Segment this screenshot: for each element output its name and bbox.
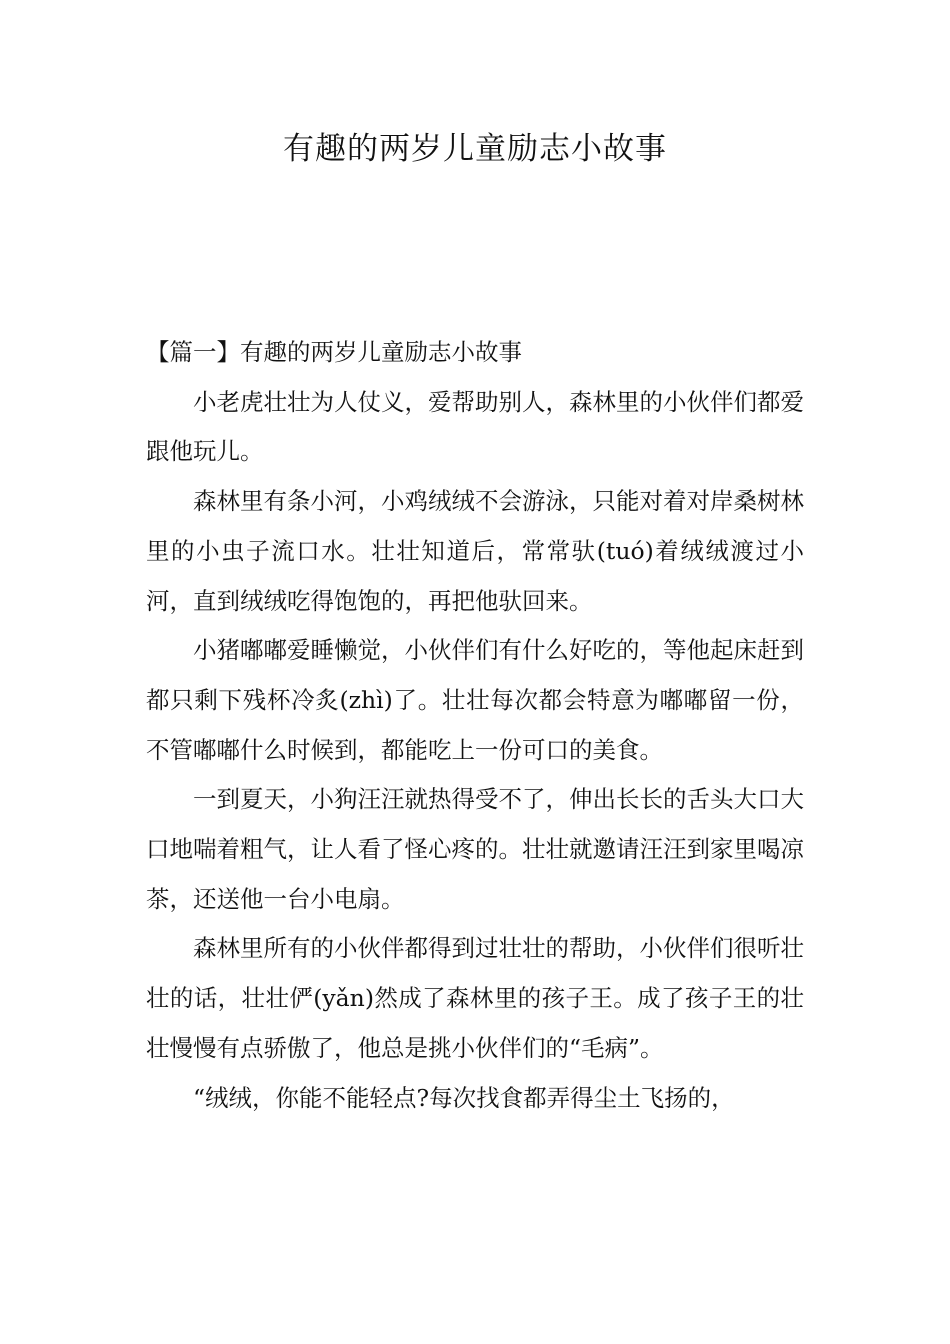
paragraph: 森林里有条小河，小鸡绒绒不会游泳，只能对着对岸桑树林里的小虫子流口水。壮壮知道后，常常驮(tuó)着绒绒渡过小河，直到绒绒吃得饱饱的，再把他驮回来。 bbox=[146, 487, 804, 615]
document-title: 有趣的两岁儿童励志小故事 bbox=[283, 131, 667, 167]
document-body bbox=[146, 328, 804, 1123]
section-heading: 【篇一】有趣的两岁儿童励志小故事 bbox=[146, 338, 522, 366]
paragraph: “绒绒，你能不能轻点?每次找食都弄得尘土飞扬的， bbox=[193, 1083, 735, 1112]
paragraph: 森林里所有的小伙伴都得到过壮壮的帮助，小伙伴们很听壮壮的话，壮壮俨(yǎn)然成了森林里的孩子王。成了孩子王的壮壮慢慢有点骄傲了，他总是挑小伙伴们的“毛病”。 bbox=[146, 934, 804, 1062]
paragraph: 小猪嘟嘟爱睡懒觉，小伙伴们有什么好吃的，等他起床赶到都只剩下残杯冷炙(zhì)了。壮壮每次都会特意为嘟嘟留一份，不管嘟嘟什么时候到，都能吃上一份可口的美食。 bbox=[146, 636, 804, 764]
paragraph: 小老虎壮壮为人仗义，爱帮助别人，森林里的小伙伴们都爱跟他玩儿。 bbox=[146, 387, 804, 466]
paragraph: 一到夏天，小狗汪汪就热得受不了，伸出长长的舌头大口大口地喘着粗气，让人看了怪心疼的。壮壮就邀请汪汪到家里喝凉茶，还送他一台小电扇。 bbox=[146, 785, 804, 913]
